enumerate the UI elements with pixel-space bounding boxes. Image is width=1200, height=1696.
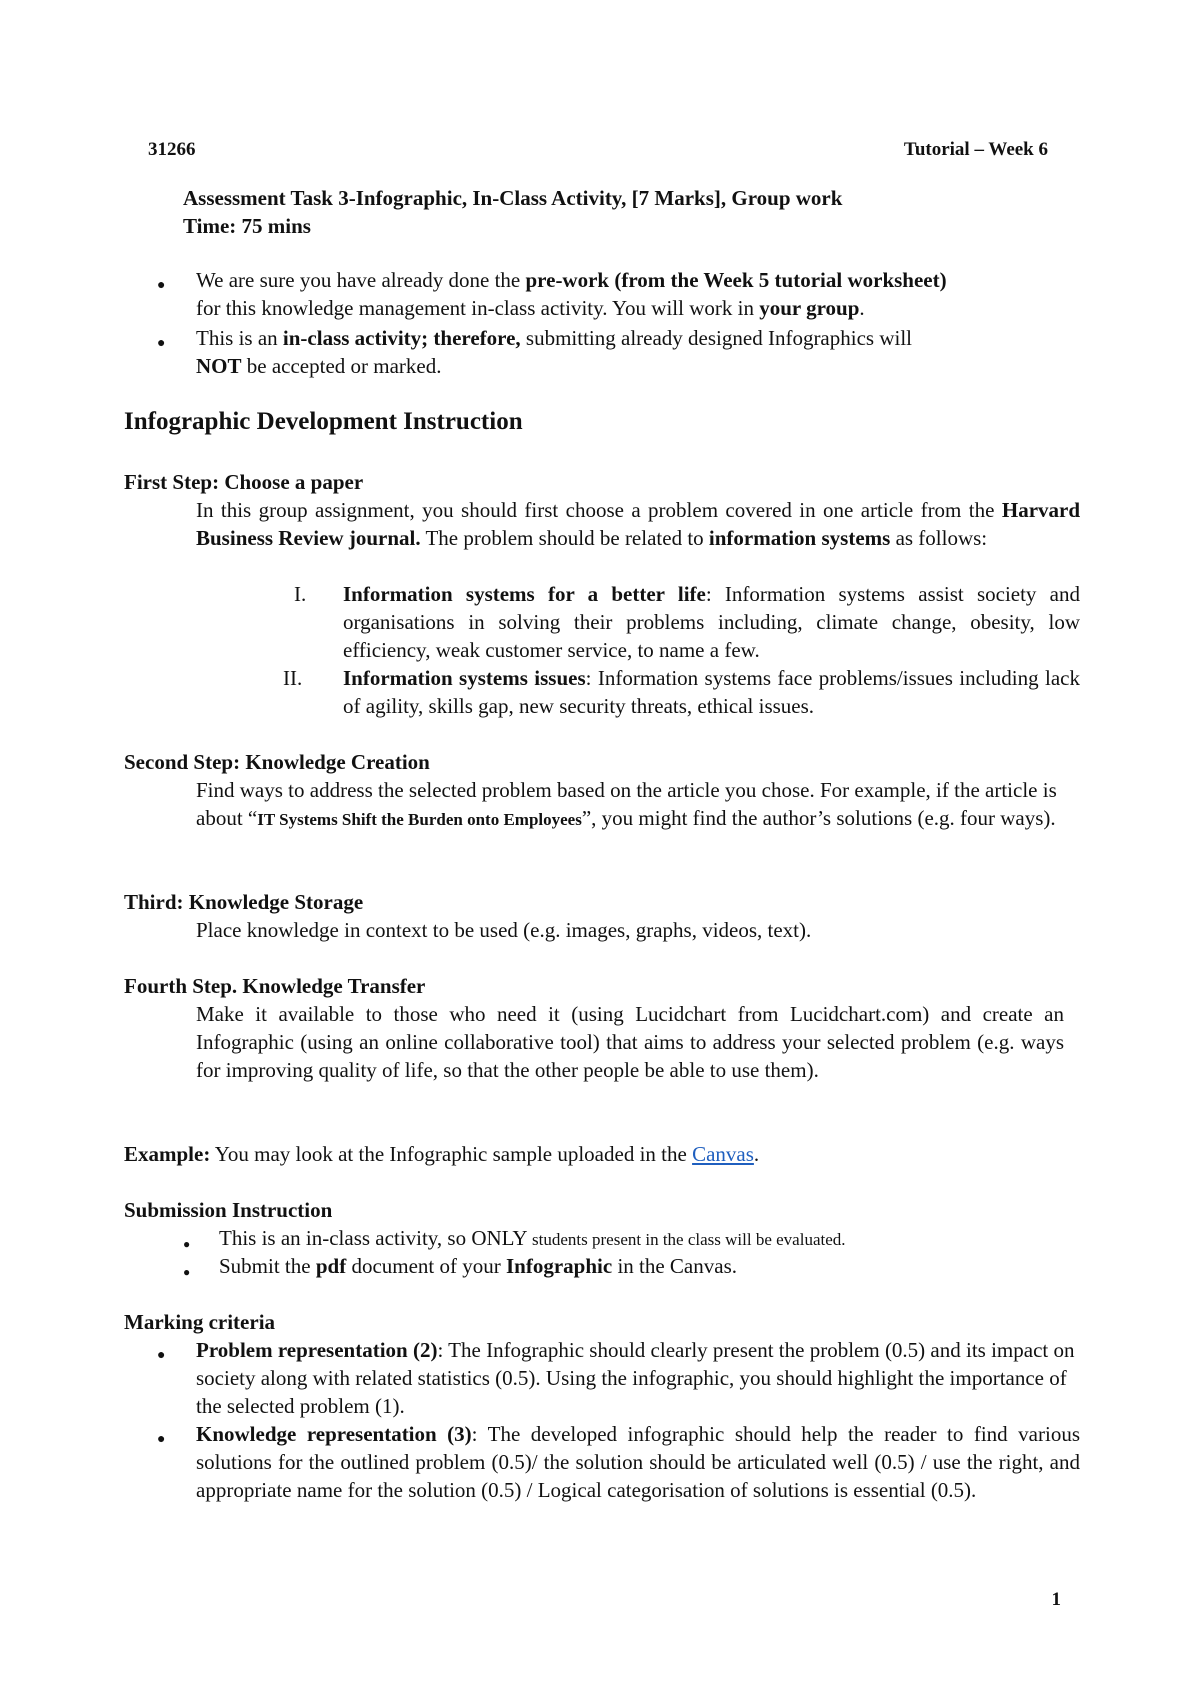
step1-item-2: Information systems issues: Information systems face problems/issues including lack of agility, skills gap, new security threats, ethical issues. xyxy=(343,666,1080,718)
task-title: Assessment Task 3-Infographic, In-Class Activity, [7 Marks], Group work xyxy=(183,186,843,210)
intro-bullet-2: This is an in-class activity; therefore, submitting already designed Infographics will NOT be accepted or marked. xyxy=(196,326,913,378)
step2-text: Find ways to address the selected problem based on the article you chose. For example, if the article is about “IT Systems Shift the Burden onto Employees”, you might find the author’s solutions (e.g. four ways). xyxy=(196,778,1057,830)
tutorial-label: Tutorial – Week 6 xyxy=(903,139,1048,160)
step3-title: Third: Knowledge Storage xyxy=(124,890,364,914)
marking-criterion-2: Knowledge representation (3): The developed infographic should help the reader to find various solutions for the outlined problem (0.5)/ the solution should be articulated well (0.5) / use the right, and appropriate name for the solution (0.5) / Logical categorisation of solutions is essential (0.5). xyxy=(196,1422,1080,1502)
page-number: 1 xyxy=(1051,1589,1061,1610)
step1-text: In this group assignment, you should first choose a problem covered in one article from the Harvard Business Review journal. The problem should be related to information systems as follows: xyxy=(196,498,1081,550)
marking-title: Marking criteria xyxy=(124,1310,276,1334)
submission-bullet-2: Submit the pdf document of your Infographic in the Canvas. xyxy=(219,1254,737,1278)
bullet-icon: ● xyxy=(183,1265,191,1279)
example-line: Example: You may look at the Infographic sample uploaded in the Canvas. xyxy=(124,1142,760,1166)
canvas-link[interactable]: Canvas xyxy=(692,1142,754,1166)
step4-title: Fourth Step. Knowledge Transfer xyxy=(124,974,426,998)
step1-title: First Step: Choose a paper xyxy=(124,470,364,494)
bullet-icon: ● xyxy=(157,278,166,293)
task-time: Time: 75 mins xyxy=(183,214,311,238)
bullet-icon: ● xyxy=(157,1348,166,1363)
submission-bullet-1: This is an in-class activity, so ONLY students present in the class will be evaluated. xyxy=(219,1226,846,1250)
list-number: I. xyxy=(294,582,307,606)
step4-text: Make it available to those who need it (using Lucidchart from Lucidchart.com) and create an Infographic (using an online collaborative tool) that aims to address your selected problem (e.g. ways for improving quality of life, so that the other people be able to use them). xyxy=(196,1002,1064,1082)
list-number: II. xyxy=(283,666,303,690)
submission-title: Submission Instruction xyxy=(124,1198,333,1222)
marking-criterion-1: Problem representation (2): The Infographic should clearly present the problem (0.5) and its impact on society along with related statistics (0.5). Using the infographic, you should highlight the importance of the selected problem (1). xyxy=(196,1338,1075,1418)
intro-bullet-1: We are sure you have already done the pre-work (from the Week 5 tutorial worksheet) for this knowledge management in-class activity. You will work in your group. xyxy=(196,268,947,320)
bullet-icon: ● xyxy=(157,336,166,351)
bullet-icon: ● xyxy=(157,1432,166,1447)
step1-item-1: Information systems for a better life: Information systems assist society and organisations in solving their problems including, climate change, obesity, low efficiency, weak customer service, to name a few. xyxy=(343,582,1080,662)
step2-title: Second Step: Knowledge Creation xyxy=(124,750,430,774)
bullet-icon: ● xyxy=(183,1237,191,1251)
section-heading: Infographic Development Instruction xyxy=(124,408,523,435)
step3-text: Place knowledge in context to be used (e.g. images, graphs, videos, text). xyxy=(196,918,812,942)
course-code: 31266 xyxy=(148,139,196,160)
